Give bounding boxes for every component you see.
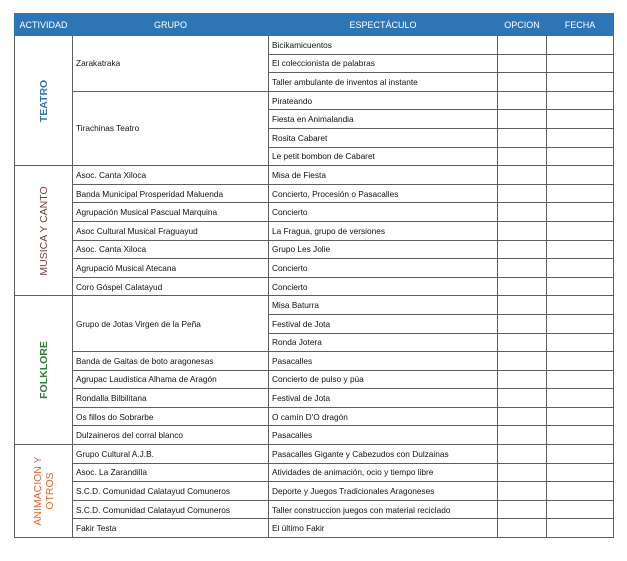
table-row	[15, 240, 614, 259]
option-cell[interactable]	[498, 482, 547, 501]
activity-animacion-cell	[15, 445, 73, 538]
option-cell[interactable]	[498, 203, 547, 222]
option-cell[interactable]	[498, 445, 547, 464]
show-cell: Concierto, Procesión o Pasacalles	[269, 184, 498, 203]
option-cell[interactable]	[498, 73, 547, 92]
option-cell[interactable]	[498, 147, 547, 166]
date-cell[interactable]	[547, 91, 614, 110]
date-cell[interactable]	[547, 519, 614, 538]
show-cell: Taller construccion juegos con material reciclado	[269, 500, 498, 519]
date-cell[interactable]	[547, 463, 614, 482]
table-row	[15, 259, 614, 278]
option-cell[interactable]	[498, 54, 547, 73]
date-cell[interactable]	[547, 352, 614, 371]
date-cell[interactable]	[547, 500, 614, 519]
table-row	[15, 519, 614, 538]
show-cell: Deporte y Juegos Tradicionales Aragoneses	[269, 482, 498, 501]
show-cell: Taller ambulante de inventos al instante	[269, 73, 498, 92]
header-row	[15, 14, 614, 36]
activity-musica-cell	[15, 166, 73, 296]
option-cell[interactable]	[498, 259, 547, 278]
activity-musica-label: MUSICA Y CANTO	[37, 186, 50, 276]
activity-teatro-cell	[15, 36, 73, 166]
show-cell: Concierto de pulso y púa	[269, 370, 498, 389]
show-cell: Ronda Jotera	[269, 333, 498, 352]
option-cell[interactable]	[498, 166, 547, 185]
show-cell: Misa Baturra	[269, 296, 498, 315]
header-actividad: ACTIVIDAD	[15, 14, 73, 36]
group-cell: Agrupac Laudistica Alhama de Aragón	[73, 370, 269, 389]
option-cell[interactable]	[498, 519, 547, 538]
table-row	[15, 370, 614, 389]
table-row	[15, 277, 614, 296]
table-row	[15, 352, 614, 371]
option-cell[interactable]	[498, 500, 547, 519]
show-cell: Festival de Jota	[269, 389, 498, 408]
activity-folklore-label: FOLKLORE	[37, 341, 50, 400]
group-cell: Asoc. Canta Xiloca	[73, 240, 269, 259]
table-row	[15, 482, 614, 501]
date-cell[interactable]	[547, 73, 614, 92]
activity-folklore-cell	[15, 296, 73, 445]
date-cell[interactable]	[547, 259, 614, 278]
group-cell: Banda Municipal Prosperidad Maluenda	[73, 184, 269, 203]
option-cell[interactable]	[498, 407, 547, 426]
show-cell: La Fragua, grupo de versiones	[269, 221, 498, 240]
date-cell[interactable]	[547, 128, 614, 147]
show-cell: Pasacalles	[269, 426, 498, 445]
option-cell[interactable]	[498, 333, 547, 352]
show-cell: Concierto	[269, 259, 498, 278]
table-row	[15, 426, 614, 445]
show-cell: Pasacalles Gigante y Cabezudos con Dulzainas	[269, 445, 498, 464]
group-cell: Asoc Cultural Musical Fraguayud	[73, 221, 269, 240]
option-cell[interactable]	[498, 370, 547, 389]
group-cell: Asoc. Canta Xiloca	[73, 166, 269, 185]
group-cell: Dulzaineros del corral blanco	[73, 426, 269, 445]
show-cell: Fiesta en Animalandia	[269, 110, 498, 129]
date-cell[interactable]	[547, 147, 614, 166]
table-row	[15, 463, 614, 482]
table-row	[15, 166, 614, 185]
show-cell: Bicikamicuentos	[269, 36, 498, 55]
option-cell[interactable]	[498, 277, 547, 296]
option-cell[interactable]	[498, 184, 547, 203]
date-cell[interactable]	[547, 36, 614, 55]
table-row	[15, 91, 614, 110]
option-cell[interactable]	[498, 36, 547, 55]
option-cell[interactable]	[498, 389, 547, 408]
option-cell[interactable]	[498, 314, 547, 333]
activity-animacion-label	[32, 456, 56, 525]
date-cell[interactable]	[547, 110, 614, 129]
date-cell[interactable]	[547, 370, 614, 389]
date-cell[interactable]	[547, 240, 614, 259]
date-cell[interactable]	[547, 314, 614, 333]
group-cell: Grupo de Jotas Virgen de la Peña	[73, 296, 269, 352]
group-cell: Grupo Cultural A.J.B.	[73, 445, 269, 464]
group-cell: Agrupació Musical Atecana	[73, 259, 269, 278]
date-cell[interactable]	[547, 184, 614, 203]
date-cell[interactable]	[547, 296, 614, 315]
option-cell[interactable]	[498, 296, 547, 315]
option-cell[interactable]	[498, 91, 547, 110]
group-cell: Banda de Gaitas de boto aragonesas	[73, 352, 269, 371]
header-espectaculo: ESPECTÁCULO	[269, 14, 498, 36]
group-cell: Coro Góspel Calatayud	[73, 277, 269, 296]
show-cell: Le petit bombon de Cabaret	[269, 147, 498, 166]
group-cell: Asoc. La Zarandilla	[73, 463, 269, 482]
show-cell: Misa de Fiesta	[269, 166, 498, 185]
date-cell[interactable]	[547, 482, 614, 501]
group-cell: Rondalla Bilbilitana	[73, 389, 269, 408]
date-cell[interactable]	[547, 445, 614, 464]
table-row	[15, 296, 614, 315]
group-cell: S.C.D. Comunidad Calatayud Comuneros	[73, 500, 269, 519]
option-cell[interactable]	[498, 128, 547, 147]
group-cell: Zarakatraka	[73, 36, 269, 92]
date-cell[interactable]	[547, 203, 614, 222]
table-row	[15, 36, 614, 55]
date-cell[interactable]	[547, 426, 614, 445]
option-cell[interactable]	[498, 463, 547, 482]
option-cell[interactable]	[498, 221, 547, 240]
date-cell[interactable]	[547, 389, 614, 408]
show-cell: El último Fakir	[269, 519, 498, 538]
table-row	[15, 500, 614, 519]
table-row	[15, 389, 614, 408]
option-cell[interactable]	[498, 110, 547, 129]
header-fecha: FECHA	[547, 14, 614, 36]
table-row	[15, 407, 614, 426]
date-cell[interactable]	[547, 407, 614, 426]
header-opcion: OPCION	[498, 14, 547, 36]
group-cell: Agrupación Musical Pascual Marquina	[73, 203, 269, 222]
show-cell: El coleccionista de palabras	[269, 54, 498, 73]
show-cell: Rosita Cabaret	[269, 128, 498, 147]
option-cell[interactable]	[498, 426, 547, 445]
table-row	[15, 445, 614, 464]
option-cell[interactable]	[498, 240, 547, 259]
group-cell: Os fillos do Sobrarbe	[73, 407, 269, 426]
date-cell[interactable]	[547, 277, 614, 296]
show-cell: Concierto	[269, 203, 498, 222]
activity-animacion-line2: OTROS	[43, 472, 56, 510]
date-cell[interactable]	[547, 54, 614, 73]
show-cell: Atividades de animación, ocio y tiempo libre	[269, 463, 498, 482]
date-cell[interactable]	[547, 333, 614, 352]
show-cell: O camín D'O dragón	[269, 407, 498, 426]
show-cell: Pasacalles	[269, 352, 498, 371]
group-cell: Fakir Testa	[73, 519, 269, 538]
table-row	[15, 221, 614, 240]
activities-table	[14, 13, 614, 538]
activity-animacion-line1: ANIMACION Y	[31, 456, 44, 526]
show-cell: Grupo Les Jolie	[269, 240, 498, 259]
date-cell[interactable]	[547, 166, 614, 185]
date-cell[interactable]	[547, 221, 614, 240]
show-cell: Pirateando	[269, 91, 498, 110]
group-cell: S.C.D. Comunidad Calatayud Comuneros	[73, 482, 269, 501]
option-cell[interactable]	[498, 352, 547, 371]
group-cell: Tirachinas Teatro	[73, 91, 269, 165]
header-grupo: GRUPO	[73, 14, 269, 36]
activity-teatro-label: TEATRO	[37, 79, 50, 122]
table-row	[15, 203, 614, 222]
show-cell: Festival de Jota	[269, 314, 498, 333]
show-cell: Concierto	[269, 277, 498, 296]
table-row	[15, 184, 614, 203]
